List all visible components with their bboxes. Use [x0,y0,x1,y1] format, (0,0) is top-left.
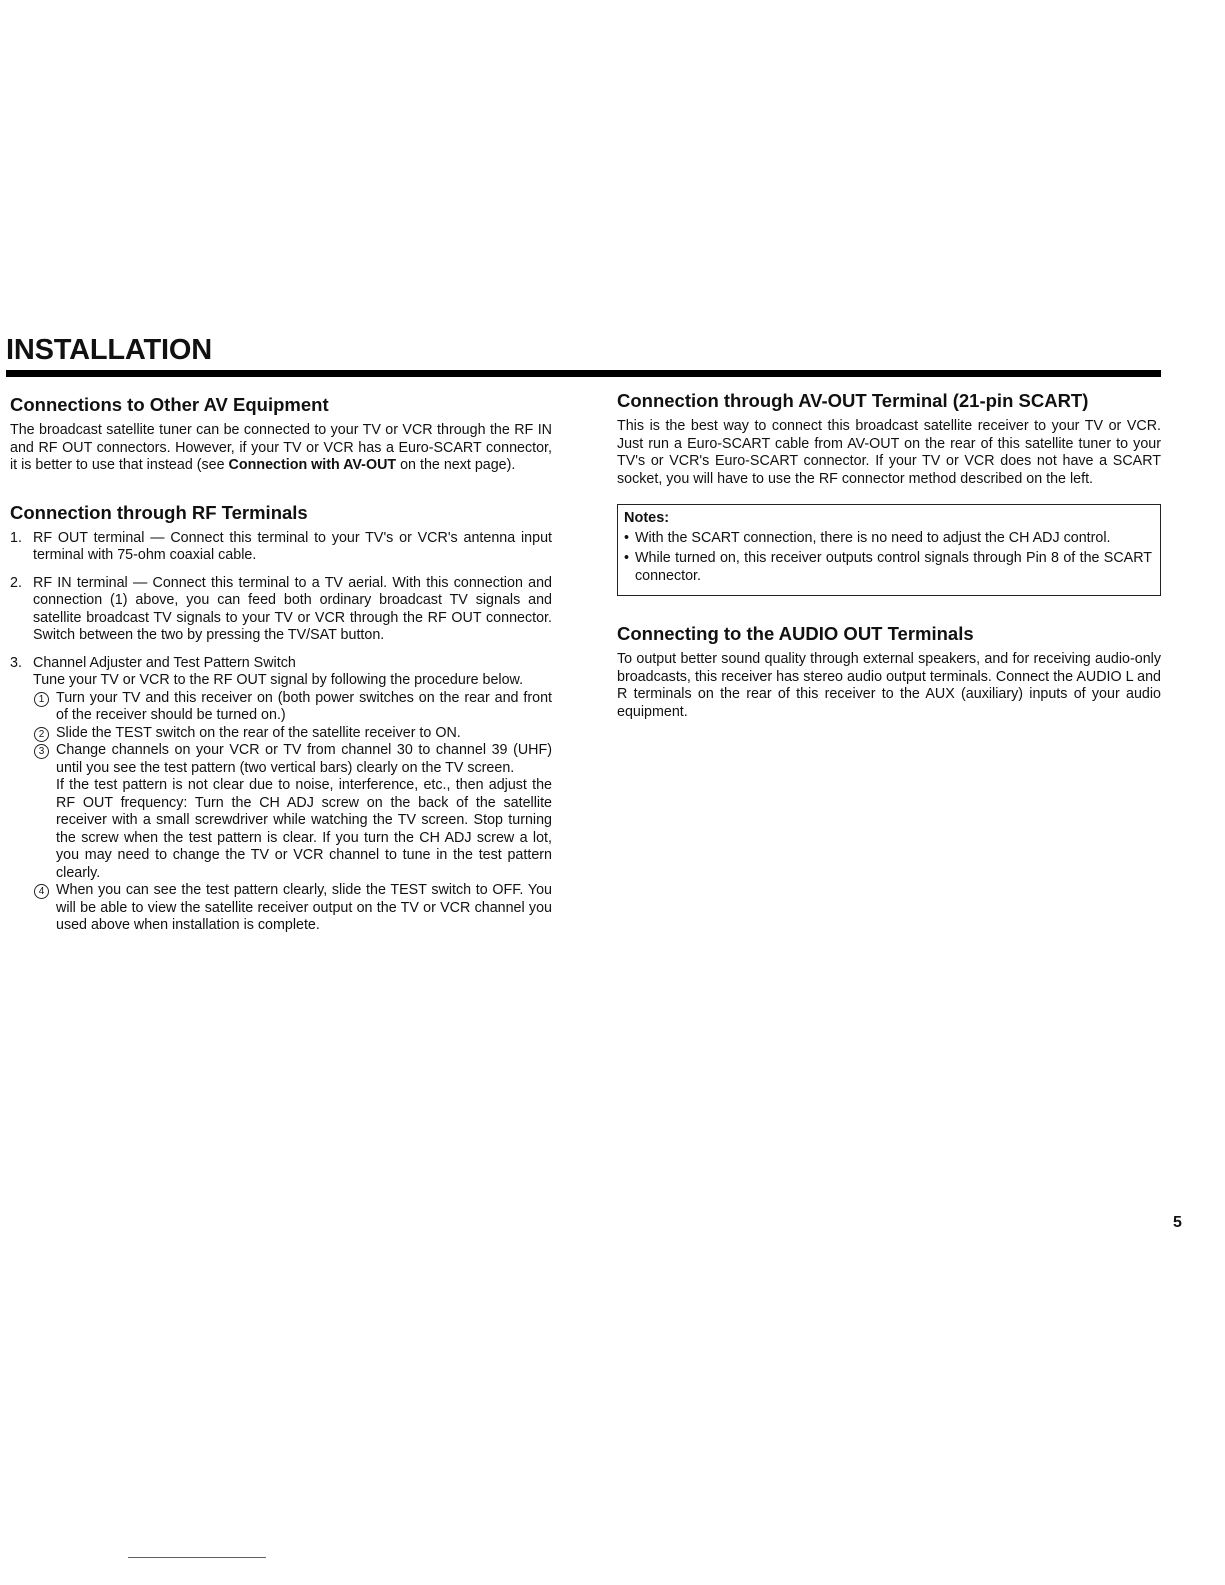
note-item [624,530,1152,548]
body-text: on the next page). [396,457,516,473]
step-item [33,690,552,725]
item-text: RF IN terminal — Connect this terminal to a TV aerial. With this connection and connection (1) above, you can feed both ordinary broadcast TV signals and satellite broadcast TV signals to your TV or VCR through the RF OUT connector. Switch between the two by pressing the TV/SAT button. [33,574,552,643]
section-audio-out [617,622,1161,721]
list-item [10,655,552,935]
step-text: Slide the TEST switch on the rear of the satellite receiver to ON. [56,724,461,741]
note-item [624,550,1152,585]
step-number: 2 [34,727,49,742]
step-text: When you can see the test pattern clearly, slide the TEST switch to OFF. You will be able to view the satellite receiver output on the TV or VCR channel you used above when installation is complete. [56,882,552,933]
step-item [33,725,552,743]
right-column [617,389,1161,721]
footer-underline [128,1557,266,1558]
item-text: RF OUT terminal — Connect this terminal to your TV's or VCR's antenna input terminal with 75-ohm coaxial cable. [33,529,552,563]
bullet-icon: • [624,550,630,566]
item-number: 1. [10,529,22,546]
section-heading: Connecting to the AUDIO OUT Terminals [617,623,974,644]
bullet-icon: • [624,529,630,546]
procedure-steps [33,690,552,935]
left-column [10,393,552,945]
list-item [10,575,552,645]
step-text: Turn your TV and this receiver on (both power switches on the rear and front of the receiver should be turned on.) [56,689,552,723]
section-body: This is the best way to connect this broadcast satellite receiver to your TV or VCR. Just run a Euro-SCART cable from AV-OUT on the rear of this satellite tuner to your TV's or VCR's Euro-SCART connector. If your TV or VCR does not have a SCART socket, you will have to use the RF connector method described on the left. [617,418,1161,487]
title-rule [6,370,1161,377]
step-text: Change channels on your VCR or TV from channel 30 to channel 39 (UHF) until you see the test pattern (two vertical bars) clearly on the TV screen. [56,742,552,776]
note-text: With the SCART connection, there is no need to adjust the CH ADJ control. [635,529,1111,546]
step-item [33,742,552,882]
cross-reference: Connection with AV-OUT [228,457,397,473]
section-body [10,422,552,475]
item-text: Tune your TV or VCR to the RF OUT signal by following the procedure below. [33,672,524,688]
notes-list [624,530,1152,586]
item-number: 3. [10,654,22,671]
step-number: 3 [34,744,49,759]
section-heading: Connections to Other AV Equipment [10,394,329,415]
body-text: The broadcast satellite tuner can be connected to your TV or VCR through the RF IN and RF OUT connectors. However, if your TV or VCR has a Euro-SCART connector, it is better to use that instead (see [10,422,552,473]
step-number: 1 [34,692,49,707]
section-rf-terminals [10,501,552,935]
step-item [33,882,552,935]
list-item [10,530,552,565]
section-body: To output better sound quality through external speakers, and for receiving audio-only broadcasts, this receiver has stereo audio output terminals. Connect the AUDIO L and R terminals on the rear of this receiver to the AUX (auxiliary) inputs of your audio equipment. [617,651,1161,720]
item-text: Channel Adjuster and Test Pattern Switch [33,654,296,671]
notes-title: Notes: [624,510,670,526]
section-heading: Connection through AV-OUT Terminal (21-pin SCART) [617,390,1089,411]
step-text: If the test pattern is not clear due to noise, interference, etc., then adjust the RF OUT frequency: Turn the CH ADJ screw on the back of the satellite receiver with a small screwdriver while watching the TV screen. Stop turning the screw when the test pattern is clear. If you turn the CH ADJ screw a lot, you may need to change the TV or VCR channel to tune in the test pattern clearly. [56,777,552,881]
section-heading: Connection through RF Terminals [10,501,308,523]
note-text: While turned on, this receiver outputs control signals through Pin 8 of the SCART connector. [635,550,1152,584]
notes-box [617,504,1161,596]
page-number: 5 [1173,1214,1182,1231]
rf-terminal-list [10,530,552,935]
section-av-out [617,389,1161,488]
page-title: INSTALLATION [6,334,212,366]
item-number: 2. [10,574,22,591]
step-number: 4 [34,884,49,899]
section-connections-other-av [10,393,552,475]
